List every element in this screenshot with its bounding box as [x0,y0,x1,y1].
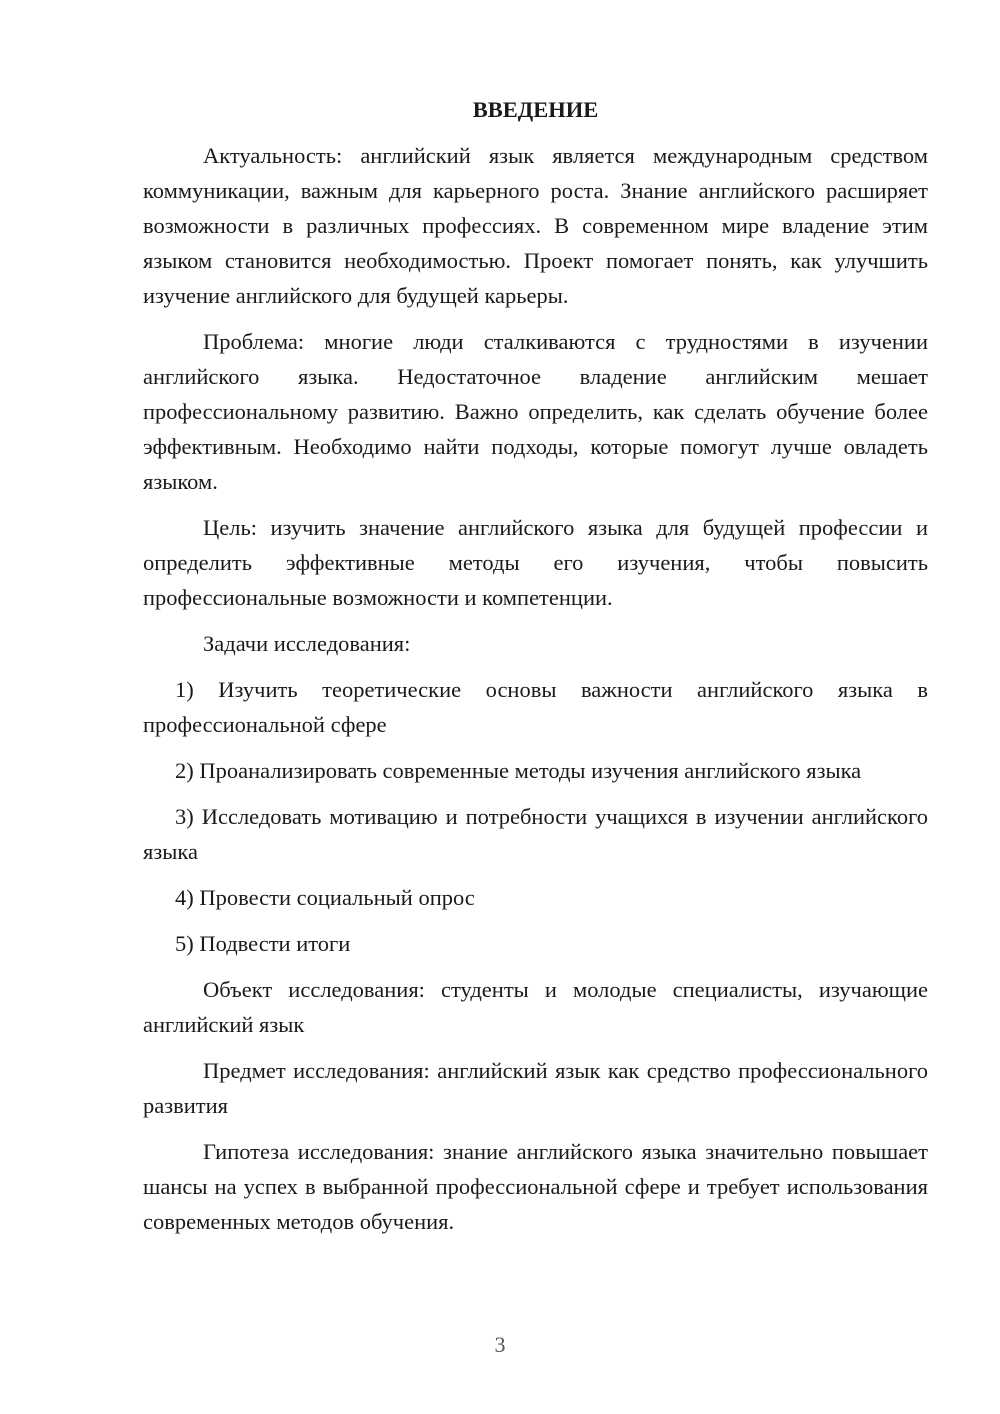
paragraph-object: Объект исследования: студенты и молодые специалисты, изучающие английский язык [143,977,928,1037]
task-item-1: 1) Изучить теоретические основы важности английского языка в профессиональной сфере [143,677,928,737]
task-item-2: 2) Проанализировать современные методы изучения английского языка [175,758,862,783]
document-page [143,92,928,1250]
paragraph-hypothesis: Гипотеза исследования: знание английского языка значительно повышает шансы на успех в выбранной профессиональной сфере и требует использования современных методов обучения. [143,1139,928,1234]
paragraph-problem: Проблема: многие люди сталкиваются с трудностями в изучении английского языка. Недостаточное владение английским мешает профессиональному развитию. Важно определить, как сделать обучение более эффективным. Необходимо найти подходы, которые помогут лучше овладеть языком. [143,329,928,494]
page-title: ВВЕДЕНИЕ [472,97,599,122]
page-number: 3 [494,1332,506,1357]
task-item-5: 5) Подвести итоги [175,931,351,956]
task-item-3: 3) Исследовать мотивацию и потребности учащихся в изучении английского языка [143,804,928,864]
paragraph-subject: Предмет исследования: английский язык как средство профессионального развития [143,1058,928,1118]
task-item-4: 4) Провести социальный опрос [175,885,475,910]
paragraph-relevance: Актуальность: английский язык является международным средством коммуникации, важным для карьерного роста. Знание английского расширяет возможности в различных профессиях. В современном мире владение этим языком становится необходимостью. Проект помогает понять, как улучшить изучение английского для будущей карьеры. [143,143,928,308]
tasks-heading: Задачи исследования: [203,631,411,656]
paragraph-goal: Цель: изучить значение английского языка для будущей профессии и определить эффективные методы его изучения, чтобы повысить профессиональные возможности и компетенции. [143,515,928,610]
